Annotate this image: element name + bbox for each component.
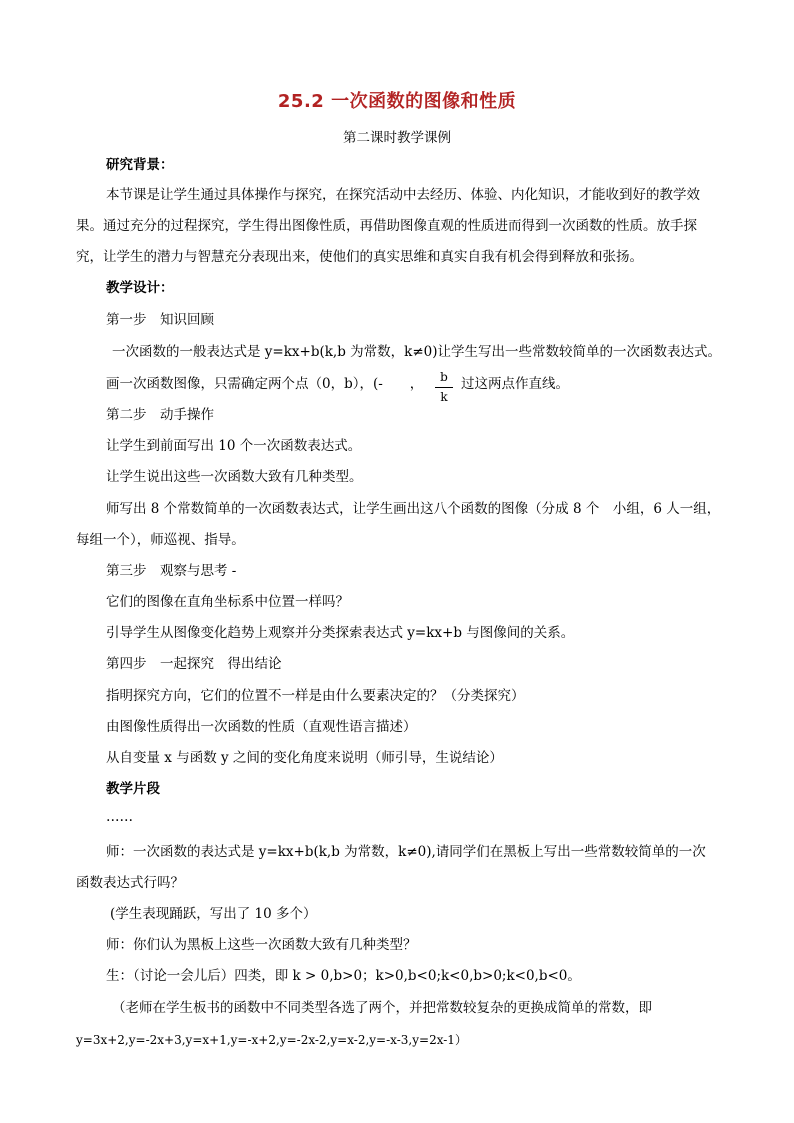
paragraph-line: 让学生说出这些一次函数大致有几种类型。 xyxy=(106,469,363,485)
dialogue-line: 函数表达式行吗？ xyxy=(76,875,184,891)
fraction-b-over-k xyxy=(433,370,455,406)
paragraph-line: 从自变量 x 与函数 y 之间的变化角度来说明（师引导，生说结论） xyxy=(106,750,503,766)
step-heading: 第三步 观察与思考 - xyxy=(106,563,237,579)
fraction-numerator: b xyxy=(440,370,448,384)
document-subtitle: 第二课时教学课例 xyxy=(343,130,451,146)
fraction-bar xyxy=(435,387,453,388)
dialogue-line: 师：一次函数的表达式是 y=kx+b(k,b 为常数，k≠0),请同学们在黑板上写出一些常数较简单的一次 xyxy=(106,844,706,860)
function-list-line: y=3x+2,y=-2x+3,y=x+1,y=-x+2,y=-2x-2,y=x-2,y=-x-3,y=2x-1） xyxy=(76,1033,467,1047)
paragraph-line: 由图像性质得出一次函数的性质（直观性语言描述） xyxy=(106,719,417,735)
paragraph-line: 究，让学生的潜力与智慧充分表现出来，使他们的真实思维和真实自我有机会得到释放和张扬。 xyxy=(76,249,643,265)
paragraph-line: 每组一个），师巡视、指导。 xyxy=(76,532,245,548)
paragraph-line: 让学生到前面写出 10 个一次函数表达式。 xyxy=(106,438,362,454)
dialogue-line: 师：你们认为黑板上这些一次函数大致有几种类型？ xyxy=(106,937,417,953)
dialogue-line: （老师在学生板书的函数中不同类型各选了两个，并把常数较复杂的更换成简单的常数，即 xyxy=(112,1000,652,1016)
paragraph-line: 过这两点作直线。 xyxy=(461,376,569,392)
step-heading: 第一步 知识回顾 xyxy=(106,312,214,328)
section-heading-excerpt: 教学片段 xyxy=(106,781,160,797)
section-heading-design: 教学设计： xyxy=(106,280,174,296)
step-heading: 第四步 一起探究 得出结论 xyxy=(106,656,282,672)
document-title: 25.2 一次函数的图像和性质 xyxy=(277,91,517,112)
paragraph-line: 它们的图像在直角坐标系中位置一样吗？ xyxy=(106,594,349,610)
paragraph-line: 一次函数的一般表达式是 y=kx+b(k,b 为常数，k≠0)让学生写出一些常数较简单的一次函数表达式。 xyxy=(112,344,721,360)
paragraph-line: 画一次函数图像，只需确定两个点（0，b），(- ， xyxy=(106,376,424,392)
dialogue-line: 生：（讨论一会儿后）四类，即 k > 0,b>0；k>0,b<0;k<0,b>0;k<0,b<0。 xyxy=(106,968,581,984)
paragraph-line: 引导学生从图像变化趋势上观察并分类探索表达式 y=kx+b 与图像间的关系。 xyxy=(106,625,575,641)
paragraph-line: 本节课是让学生通过具体操作与探究，在探究活动中去经历、体验、内化知识，才能收到好的教学效 xyxy=(106,187,700,203)
step-heading: 第二步 动手操作 xyxy=(106,407,214,423)
section-heading-background: 研究背景： xyxy=(106,157,174,173)
paragraph-line: 指明探究方向，它们的位置不一样是由什么要素决定的？（分类探究） xyxy=(106,688,525,704)
ellipsis: …… xyxy=(106,809,133,825)
paragraph-line: 果。通过充分的过程探究，学生得出图像性质，再借助图像直观的性质进而得到一次函数的性质。放手探 xyxy=(76,218,697,234)
paragraph-line: 师写出 8 个常数简单的一次函数表达式，让学生画出这八个函数的图像（分成 8 个 小组，6 人一组， xyxy=(106,501,721,517)
fraction-denominator: k xyxy=(440,390,448,404)
dialogue-line: (学生表现踊跃，写出了 10 多个） xyxy=(110,906,317,922)
